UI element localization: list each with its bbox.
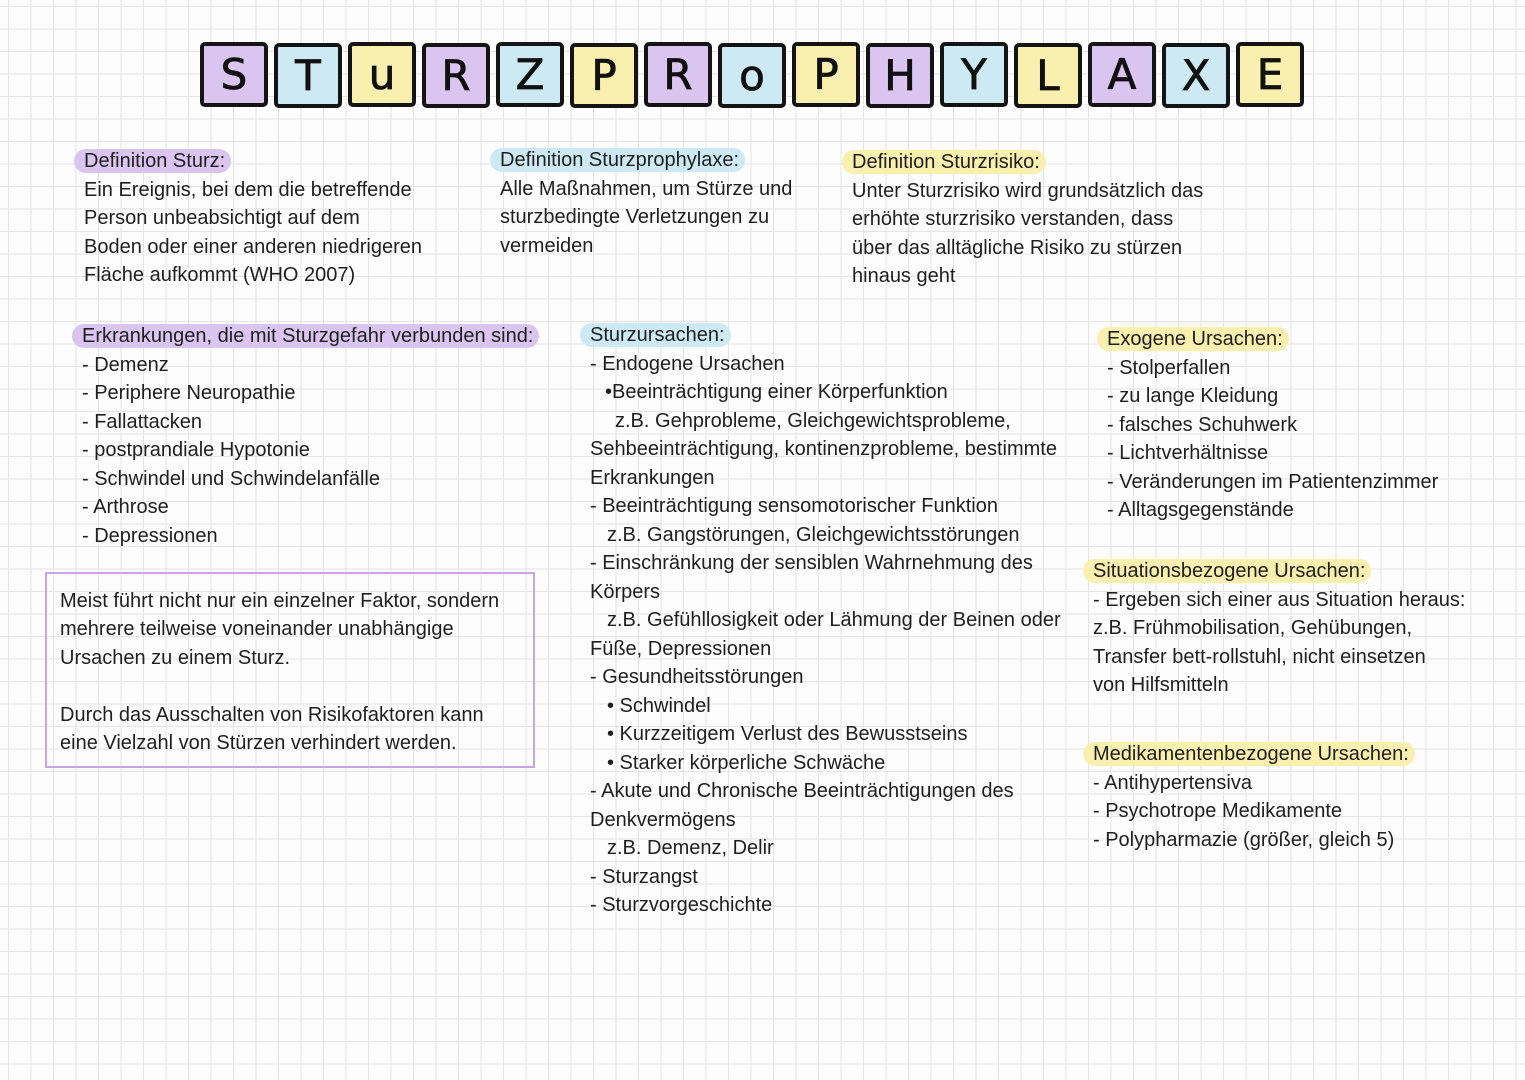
exogenous-causes-section — [1107, 325, 1438, 525]
cause-line: • Schwindel — [607, 694, 711, 717]
causes-section — [590, 321, 1061, 920]
list-item: - falsches Schuhwerk — [1107, 413, 1298, 436]
text-line: Transfer bett-rollstuhl, nicht einsetzen — [1093, 645, 1426, 668]
text-line: erhöhte sturzrisiko verstanden, dass — [852, 208, 1174, 230]
list-item: - Arthrose — [82, 496, 169, 518]
cause-line: - Sturzangst — [590, 865, 698, 888]
list-item: - Polypharmazie (größer, gleich 5) — [1093, 828, 1395, 851]
text-line: eine Vielzahl von Stürzen verhindert werden. — [60, 732, 457, 755]
causes-heading: Sturzursachen: — [580, 323, 731, 347]
diseases-section — [82, 322, 539, 550]
text-line: Fläche aufkommt (WHO 2007) — [84, 264, 356, 286]
definition-sturzrisiko — [852, 148, 1203, 291]
medication-causes-heading: Medikamentenbezogene Ursachen: — [1083, 742, 1415, 766]
title-letter: R — [422, 43, 490, 108]
text-line: hinaus geht — [852, 265, 956, 287]
text-line: Ein Ereignis, bei dem die betreffende — [84, 178, 412, 201]
title-letter: L — [1014, 43, 1082, 108]
note-box — [45, 572, 535, 768]
cause-line: •Beeinträchtigung einer Körperfunktion — [605, 381, 948, 403]
list-item: - Antihypertensiva — [1093, 771, 1252, 794]
cause-line: - Beeinträchtigung sensomotorischer Funktion — [590, 495, 998, 517]
title-letter: H — [866, 43, 934, 108]
list-item: - Veränderungen im Patientenzimmer — [1107, 470, 1439, 493]
situational-causes-section — [1093, 557, 1465, 700]
text-line: vermeiden — [500, 234, 594, 257]
paragraph-gap — [60, 672, 533, 701]
text-line: Ursachen zu einem Sturz. — [60, 646, 291, 669]
title-letter: Z — [496, 42, 564, 107]
title-letter: o — [718, 43, 786, 108]
cause-line: - Sturzvorgeschichte — [590, 894, 773, 916]
text-line: Boden oder einer anderen niedrigeren — [84, 235, 423, 258]
list-item: - Schwindel und Schwindelanfälle — [82, 467, 380, 490]
title-letter: T — [274, 43, 342, 108]
cause-line: z.B. Gefühllosigkeit oder Lähmung der Beinen oder — [607, 609, 1061, 631]
cause-line: Denkvermögens — [590, 808, 736, 831]
diseases-heading: Erkrankungen, die mit Sturzgefahr verbunden sind: — [72, 324, 539, 348]
list-item: - Stolperfallen — [1107, 356, 1231, 379]
cause-line: z.B. Demenz, Delir — [607, 837, 774, 859]
cause-line: Füße, Depressionen — [590, 637, 772, 660]
list-item: - zu lange Kleidung — [1107, 385, 1279, 407]
text-line: z.B. Frühmobilisation, Gehübungen, — [1093, 617, 1413, 639]
cause-line: • Starker körperliche Schwäche — [607, 751, 886, 774]
page-title — [200, 42, 1304, 107]
definition-sturzprophylaxe-heading: Definition Sturzprophylaxe: — [490, 148, 745, 172]
text-line: Alle Maßnahmen, um Stürze und — [500, 177, 793, 200]
definition-sturzprophylaxe — [500, 146, 792, 260]
definition-sturzrisiko-heading: Definition Sturzrisiko: — [842, 150, 1046, 174]
text-line: Meist führt nicht nur ein einzelner Faktor, sondern — [60, 589, 500, 612]
title-letter: E — [1236, 42, 1304, 107]
cause-line: Sehbeeinträchtigung, kontinenzprobleme, bestimmte — [590, 438, 1057, 460]
cause-line: - Gesundheitsstörungen — [590, 666, 804, 688]
cause-line: - Akute und Chronische Beeinträchtigungen des — [590, 780, 1014, 802]
list-item: - postprandiale Hypotonie — [82, 439, 310, 461]
list-item: - Periphere Neuropathie — [82, 382, 296, 404]
medication-causes-section — [1093, 740, 1415, 854]
list-item: - Depressionen — [82, 524, 218, 547]
cause-line: - Einschränkung der sensiblen Wahrnehmung des — [590, 552, 1033, 574]
text-line: über das alltägliche Risiko zu stürzen — [852, 236, 1183, 259]
text-line: Durch das Ausschalten von Risikofaktoren kann — [60, 703, 484, 726]
title-letter: S — [200, 42, 268, 107]
title-letter: Y — [940, 42, 1008, 107]
cause-line: z.B. Gehprobleme, Gleichgewichtsprobleme, — [615, 409, 1011, 432]
cause-line: Erkrankungen — [590, 466, 715, 489]
title-letter: X — [1162, 43, 1230, 108]
exogenous-causes-heading: Exogene Ursachen: — [1097, 327, 1289, 351]
list-item: - Psychotrope Medikamente — [1093, 800, 1343, 822]
list-item: - Lichtverhältnisse — [1107, 442, 1269, 464]
definition-sturz — [84, 147, 422, 290]
title-letter: A — [1088, 42, 1156, 107]
cause-line: • Kurzzeitigem Verlust des Bewusstseins — [607, 723, 968, 745]
title-letter: R — [644, 42, 712, 107]
title-letter: P — [570, 43, 638, 108]
cause-line: - Endogene Ursachen — [590, 352, 785, 375]
text-line: von Hilfsmitteln — [1093, 674, 1229, 696]
text-line: mehrere teilweise voneinander unabhängige — [60, 618, 454, 641]
list-item: - Demenz — [82, 353, 169, 376]
list-item: - Fallattacken — [82, 410, 203, 433]
definition-sturz-heading: Definition Sturz: — [74, 149, 231, 173]
text-line: sturzbedingte Verletzungen zu — [500, 206, 770, 228]
cause-line: Körpers — [590, 580, 661, 603]
text-line: - Ergeben sich einer aus Situation heraus: — [1093, 588, 1466, 611]
title-letter: P — [792, 42, 860, 107]
text-line: Person unbeabsichtigt auf dem — [84, 207, 360, 229]
situational-causes-heading: Situationsbezogene Ursachen: — [1083, 559, 1371, 583]
cause-line: z.B. Gangstörungen, Gleichgewichtsstörungen — [607, 523, 1020, 546]
text-line: Unter Sturzrisiko wird grundsätzlich das — [852, 179, 1204, 202]
list-item: - Alltagsgegenstände — [1107, 499, 1294, 521]
title-letter: u — [348, 42, 416, 107]
